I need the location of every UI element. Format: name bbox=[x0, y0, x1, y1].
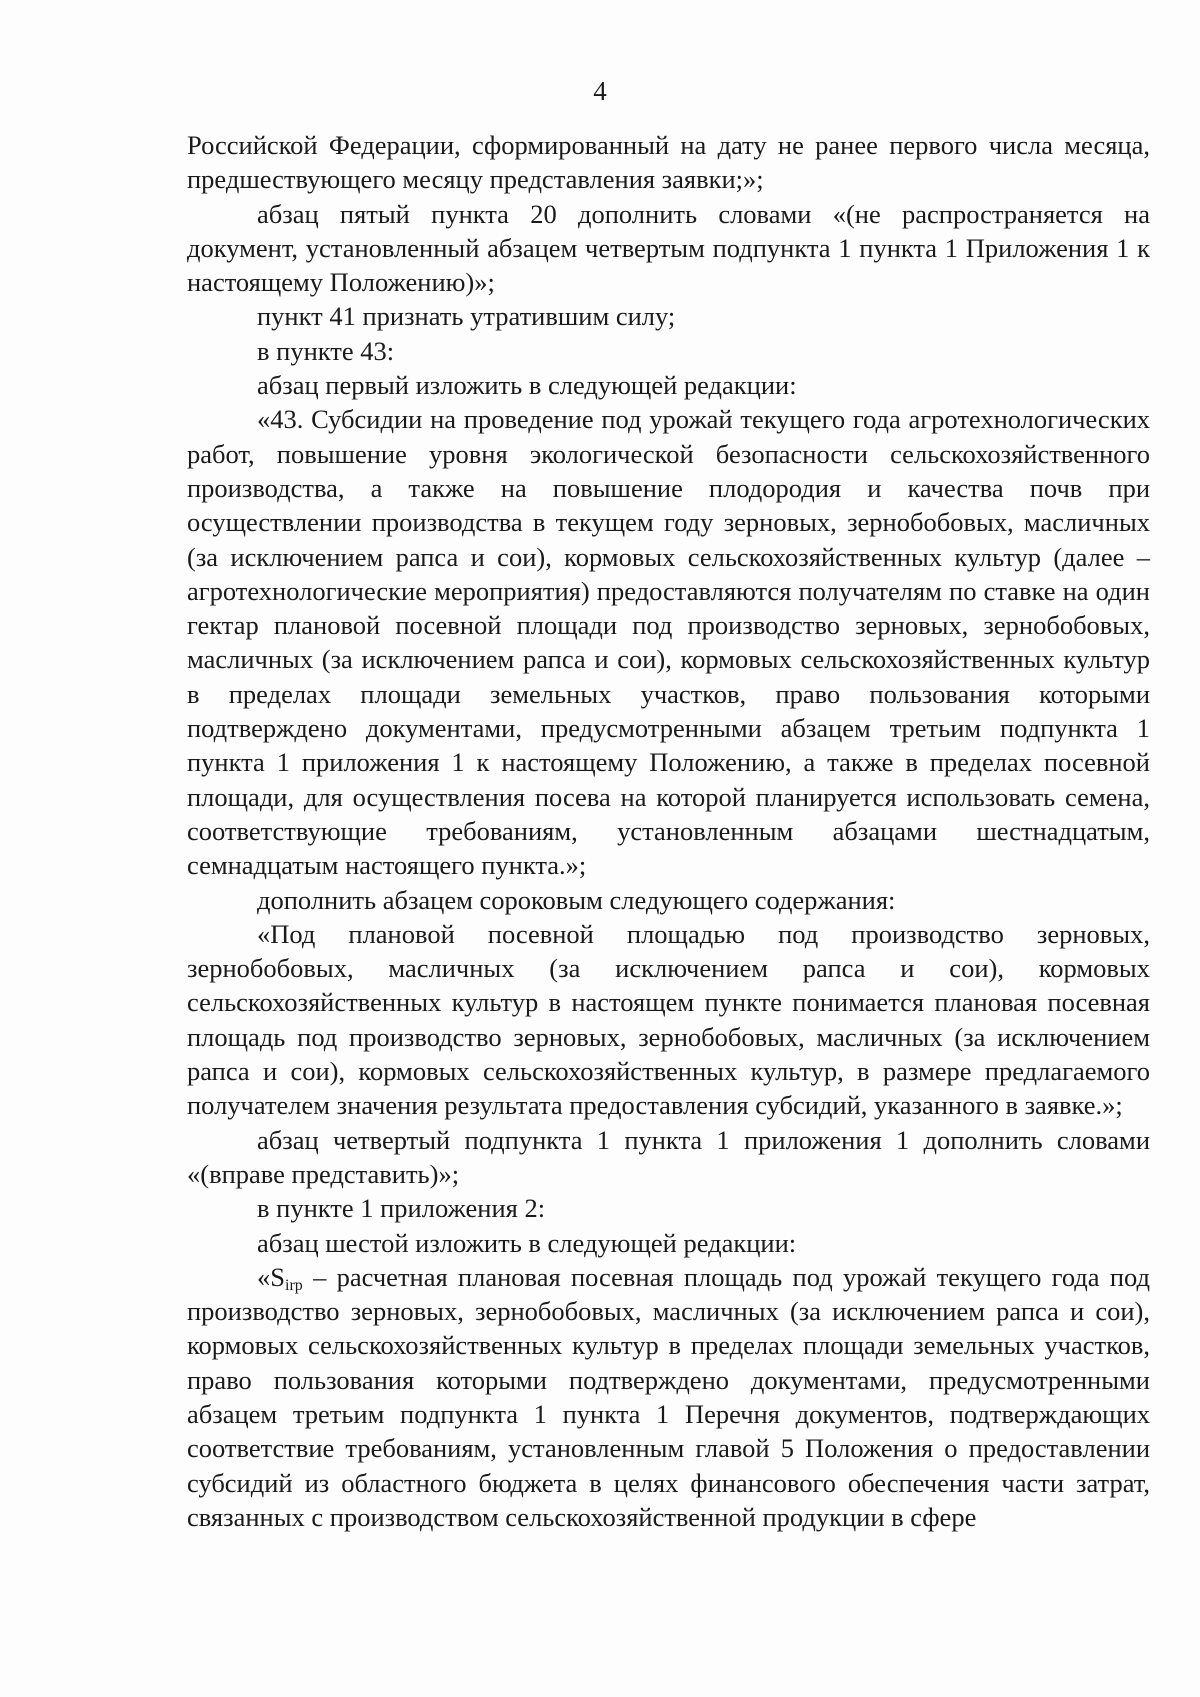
paragraph-amend-p20: абзац пятый пункта 20 дополнить словами «(не распространяется на документ, установленный абзацем четвертым подпункта 1 пункта 1 Приложения 1 к настоящему Положению)»; bbox=[187, 198, 1150, 298]
paragraph-continuation: Российской Федерации, сформированный на дату не ранее первого числа месяца, предшествующего месяцу представления заявки;»; bbox=[187, 130, 1150, 195]
paragraph-appendix1: абзац четвертый подпункта 1 пункта 1 приложения 1 дополнить словами «(вправе представить)»; bbox=[187, 1124, 1150, 1189]
paragraph-appendix2: в пункте 1 приложения 2: bbox=[257, 1193, 546, 1224]
formula-definition: – расчетная плановая посевная площадь под урожай текущего года под производство зерновых, зернобобовых, масличных (за исключением рапса и сои), кормовых сельскохозяйственных культур в пределах площади земельных участков, право пользования которыми подтверждено документами, предусмотренными абзацем третьим подпункта 1 пункта 1 Перечня документов, подтверждающих соответствие требованиям, установленным главой 5 Положения о предоставлении субсидий из областного бюджета в целях финансового обеспечения части затрат, связанных с производством сельскохозяйственной продукции в сфере bbox=[187, 1261, 1150, 1532]
paragraph-in-p43: в пункте 43: bbox=[257, 335, 395, 366]
formula-subscript: irp bbox=[285, 1276, 303, 1294]
formula-symbol: «S bbox=[257, 1261, 285, 1292]
paragraph-formula bbox=[187, 1260, 1150, 1534]
page-number: 4 bbox=[593, 76, 607, 106]
paragraph-planned-area: «Под плановой посевной площадью под производство зерновых, зернобобовых, масличных (за исключением рапса и сои), кормовых сельскохозяйственных культур в настоящем пункте понимается плановая посевная площадь под производство зерновых, зернобобовых, масличных (за исключением рапса и сои), кормовых сельскохозяйственных культур, в размере предлагаемого получателем значения результата предоставления субсидий, указанного в заявке.»; bbox=[187, 918, 1150, 1121]
paragraph-p43-text: «43. Субсидии на проведение под урожай текущего года агротехнологических работ, повышение уровня экологической безопасности сельскохозяйственного производства, а также на повышение плодородия и качества почв при осуществлении производства в текущем году зерновых, зернобобовых, масличных (за исключением рапса и сои), кормовых сельскохозяйственных культур (далее – агротехнологические мероприятия) предоставляются получателям по ставке на один гектар плановой посевной площади под производство зерновых, зернобобовых, масличных (за исключением рапса и сои), кормовых сельскохозяйственных культур в пределах площади земельных участков, право пользования которыми подтверждено документами, предусмотренными абзацем третьим подпункта 1 пункта 1 приложения 1 к настоящему Положению, а также в пределах посевной площади, для осуществления посева на которой планируется использовать семена, соответствующие требованиям, установленным абзацами шестнадцатым, семнадцатым настоящего пункта.»; bbox=[187, 404, 1150, 881]
document-body bbox=[187, 128, 1150, 1534]
paragraph-repeal-p41: пункт 41 признать утратившим силу; bbox=[257, 301, 676, 332]
paragraph-add-abzac: дополнить абзацем сороковым следующего содержания: bbox=[257, 884, 896, 915]
paragraph-first-abzac: абзац первый изложить в следующей редакции: bbox=[257, 370, 797, 401]
paragraph-sixth-abzac: абзац шестой изложить в следующей редакции: bbox=[257, 1227, 797, 1258]
